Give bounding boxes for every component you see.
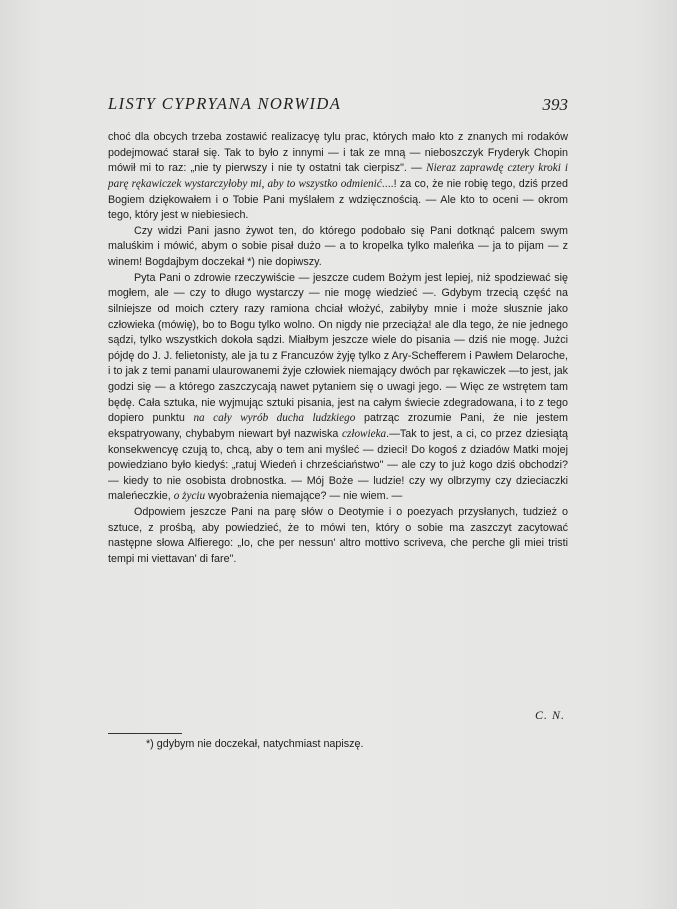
- paragraph-4: Odpowiem jeszcze Pani na parę słów o Deotymie i o poezyach przysłanych, tudzież o sztuce, z prośbą, aby powiedzieć, że to mówi ten, który o sobie ma zaszczyt zacytować następne słowa Alfierego: „Io, che per nessun' altro mottivo scriveva, che perche gli miei tristi tempi mi viettavan' di fare".: [108, 506, 568, 565]
- paragraph-3-text-b: patrząc zrozumie Pani, że nie jestem ekspatryowany, chybabym niewart był nazwiska: [108, 412, 568, 440]
- footnote-rule: [108, 733, 182, 734]
- paragraph-3-text-d: wyobrażenia niemające? — nie wiem. —: [205, 490, 403, 503]
- paragraph-1-emphasis: Nieraz zaprawdę cztery kroki i parę rękawiczek wystarczyłoby mi, aby to wszystko odmienić: [108, 162, 569, 190]
- signature: C. N.: [534, 708, 565, 722]
- paragraph-3-emphasis-3: o życiu: [173, 490, 206, 503]
- paragraph-1-text-b: ....! za co, że nie robię tego, dziś przed Bogiem dziękowałem i o Tobie Pani myślałem z wdzięcznością. — Ale kto to oceni — okrom tego, który jest w niebiesiech.: [108, 177, 568, 222]
- letter-body: [108, 130, 568, 568]
- paragraph-3-emphasis-2: człowieka: [342, 427, 387, 440]
- paragraph-3-text-c: .—Tak to jest, a ci, co przez dziesiątą konsekwencyę czują to, chcą, aby o tem ani myśleć — dzieci! Do kogoś z dziadów Matki mojej powiedziano było kiedyś: „ratuj Wiedeń i chrześciaństwo" — ale czy to już kogo dziś obchodzi? — kiedy to nie osobista drobnostka. — Mój Boże — ludzie! czy wy olbrzymy czy dzieciaczki maleńeczkie,: [108, 427, 568, 503]
- paragraph-1: [108, 130, 568, 224]
- paragraph-3-emphasis-1: na cały wyrób ducha ludzkiego: [193, 412, 356, 425]
- page-number: 393: [542, 95, 568, 114]
- paragraph-2: Czy widzi Pani jasno żywot ten, do którego podobało się Pani dotknąć palcem swym maluśkim i mówić, abym o sobie pisał dużo — a to kropelka tylko maleńka — ja to pijam — z winem! Bogdajbym doczekał *) nie dopiwszy.: [108, 224, 568, 268]
- page-header: [108, 94, 568, 116]
- running-title: LISTY CYPRYANA NORWIDA: [108, 94, 342, 113]
- paragraph-3: [108, 271, 568, 505]
- footnote: *) gdybym nie doczekał, natychmiast napiszę.: [146, 738, 364, 750]
- paragraph-1-text-a: choć dla obcych trzeba zostawić realizacyę tylu prac, których mało kto z znanych mi rodaków podejmować starał się. Tak to było z innymi — i tak ze mną — nieboszczyk Fryderyk Chopin mówił mi to raz: „nie ty pierwszy i nie ty ostatni tak cierpisz". —: [108, 131, 568, 175]
- paragraph-3-text-a: Pyta Pani o zdrowie rzeczywiście — jeszcze cudem Bożym jest lepiej, niż spodziewać się mogłem, ale — czy to długo wystarczy — nie mogę wiedzieć —. Gdybym trzecią część na silniejsze od moich cztery razy ramiona chciał włożyć, zabiłyby mnie i może słusznie jako człowieka (mówię), bo to Bogu tylko wolno. On nigdy nie przeciąża! ale dla tego, że nie jednego sądzi, tylko wszystkich dokoła sądzi. Miałbym jeszcze wiele do pisania — dziś nie mogę. Jużci pójdę do J. J. felietonisty, ale ja tu z Francuzów żyję tylko z Ary-Schefferem i Pawłem Delaroche, i to jak z temi panami ulaurowanemi żyje człowiek niemający dwóch par rękawiczek —to jest, jak godzi się — a którego zaszczycają nawet pytaniem się o uwagi jego. — Więc ze wstrętem tam będę. Cała sztuka, nie wyjmując sztuki pisania, jest na całym świecie zdegradowana, i to z tego dopiero punktu: [108, 271, 568, 425]
